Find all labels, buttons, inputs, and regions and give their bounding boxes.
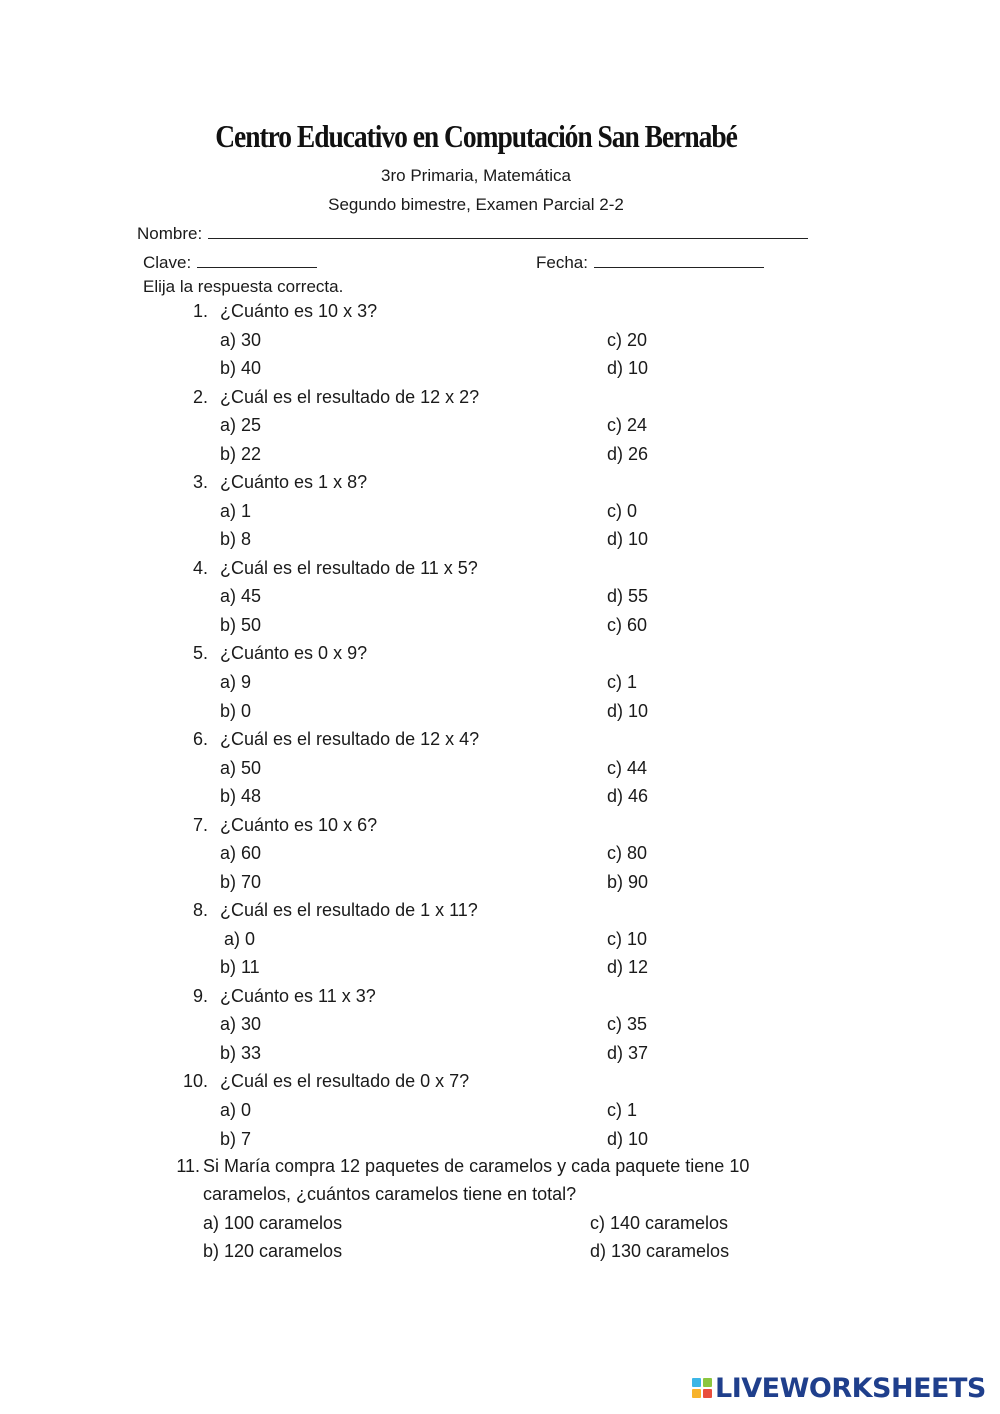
date-label: Fecha:: [536, 253, 588, 272]
answer-option[interactable]: b) 11: [220, 957, 260, 978]
question-text: ¿Cuál es el resultado de 1 x 11?: [220, 900, 478, 921]
question-text: ¿Cuánto es 0 x 9?: [220, 643, 368, 664]
question-number: 10.: [182, 1071, 208, 1092]
answer-option[interactable]: d) 10: [607, 1128, 649, 1149]
answer-option[interactable]: b) 50: [220, 615, 262, 635]
answer-option[interactable]: a) 0: [224, 928, 256, 949]
logo-square: [692, 1378, 701, 1387]
question-number: 8.: [192, 900, 208, 921]
question-number: 3.: [192, 472, 208, 493]
question-number: 6.: [192, 729, 208, 749]
key-input-line[interactable]: [197, 253, 317, 268]
answer-option[interactable]: b) 0: [220, 700, 252, 721]
question-text: ¿Cuál es el resultado de 11 x 5?: [220, 557, 478, 578]
key-field: [143, 253, 317, 273]
question-text: ¿Cuánto es 10 x 6?: [220, 814, 378, 835]
key-label: Clave:: [143, 253, 192, 272]
question-number: 1.: [192, 301, 208, 321]
question-number: 11.: [176, 1156, 200, 1176]
question-number: 4.: [192, 557, 208, 578]
answer-option[interactable]: d) 26: [607, 443, 649, 464]
logo-square: [703, 1378, 712, 1387]
answer-option[interactable]: a) 1: [220, 500, 252, 521]
exam-title: Segundo bimestre, Examen Parcial 2-2: [328, 195, 624, 214]
answer-option[interactable]: d) 130 caramelos: [590, 1241, 730, 1261]
name-label: Nombre:: [137, 224, 203, 243]
answer-option[interactable]: c) 1: [607, 672, 638, 692]
word-problem-line2: caramelos, ¿cuántos caramelos tiene en total?: [203, 1184, 577, 1204]
answer-option[interactable]: c) 0: [607, 500, 638, 521]
answer-option[interactable]: b) 7: [220, 1128, 252, 1149]
answer-option[interactable]: c) 140 caramelos: [590, 1213, 729, 1233]
question-number: 9.: [192, 985, 208, 1006]
name-field: [137, 224, 808, 244]
answer-option[interactable]: a) 25: [220, 415, 262, 436]
answer-option[interactable]: c) 35: [607, 1014, 648, 1035]
grade-subject: 3ro Primaria, Matemática: [381, 166, 571, 185]
answer-option[interactable]: c) 80: [607, 843, 648, 864]
question-text: ¿Cuánto es 1 x 8?: [220, 472, 368, 493]
answer-option[interactable]: d) 10: [607, 700, 649, 721]
logo-square: [692, 1389, 701, 1398]
answer-option[interactable]: c) 20: [607, 329, 648, 350]
question-text: ¿Cuál es el resultado de 12 x 4?: [220, 729, 480, 749]
answer-option[interactable]: a) 30: [220, 1014, 262, 1035]
logo-square: [703, 1389, 712, 1398]
answer-option[interactable]: b) 120 caramelos: [203, 1241, 343, 1261]
answer-option[interactable]: c) 44: [607, 757, 648, 778]
instructions: Elija la respuesta correcta.: [143, 277, 344, 296]
answer-option[interactable]: b) 48: [220, 786, 262, 807]
answer-option[interactable]: c) 1: [607, 1100, 638, 1120]
answer-option[interactable]: d) 37: [607, 1043, 649, 1063]
school-title: Centro Educativo en Computación San Bernabé: [215, 118, 737, 154]
answer-option[interactable]: c) 24: [607, 415, 648, 436]
date-field: [536, 253, 764, 273]
answer-option[interactable]: b) 90: [607, 871, 649, 892]
answer-option[interactable]: a) 60: [220, 843, 262, 864]
date-input-line[interactable]: [594, 253, 764, 268]
answer-option[interactable]: b) 40: [220, 358, 262, 379]
answer-option[interactable]: b) 22: [220, 443, 262, 464]
answer-option[interactable]: a) 30: [220, 329, 262, 350]
answer-option[interactable]: a) 0: [220, 1100, 252, 1120]
answer-option[interactable]: d) 55: [607, 586, 649, 607]
answer-option[interactable]: b) 8: [220, 529, 252, 550]
answer-option[interactable]: d) 10: [607, 529, 649, 550]
liveworksheets-grid-icon: [692, 1378, 712, 1398]
question-text: ¿Cuál es el resultado de 12 x 2?: [220, 386, 480, 407]
answer-option[interactable]: d) 46: [607, 786, 649, 807]
question-number: 7.: [192, 814, 208, 835]
answer-option[interactable]: a) 100 caramelos: [203, 1213, 343, 1233]
answer-option[interactable]: b) 33: [220, 1043, 262, 1063]
word-problem-line1: Si María compra 12 paquetes de caramelos y cada paquete tiene 10: [203, 1156, 750, 1176]
question-text: ¿Cuánto es 11 x 3?: [220, 985, 376, 1006]
answer-option[interactable]: b) 70: [220, 871, 262, 892]
answer-option[interactable]: d) 12: [607, 957, 649, 978]
name-input-line[interactable]: [208, 224, 808, 239]
answer-option[interactable]: c) 60: [607, 615, 648, 635]
answer-option[interactable]: c) 10: [607, 928, 648, 949]
question-text: ¿Cuánto es 10 x 3?: [220, 301, 378, 321]
question-text: ¿Cuál es el resultado de 0 x 7?: [220, 1071, 470, 1092]
logo-text: LIVEWORKSHEETS: [715, 1372, 986, 1404]
question-number: 2.: [192, 386, 208, 407]
answer-option[interactable]: a) 50: [220, 757, 262, 778]
answer-option[interactable]: d) 10: [607, 358, 649, 379]
liveworksheets-logo: [692, 1373, 986, 1403]
question-number: 5.: [192, 643, 208, 664]
answer-option[interactable]: a) 9: [220, 672, 252, 692]
answer-option[interactable]: a) 45: [220, 586, 262, 607]
